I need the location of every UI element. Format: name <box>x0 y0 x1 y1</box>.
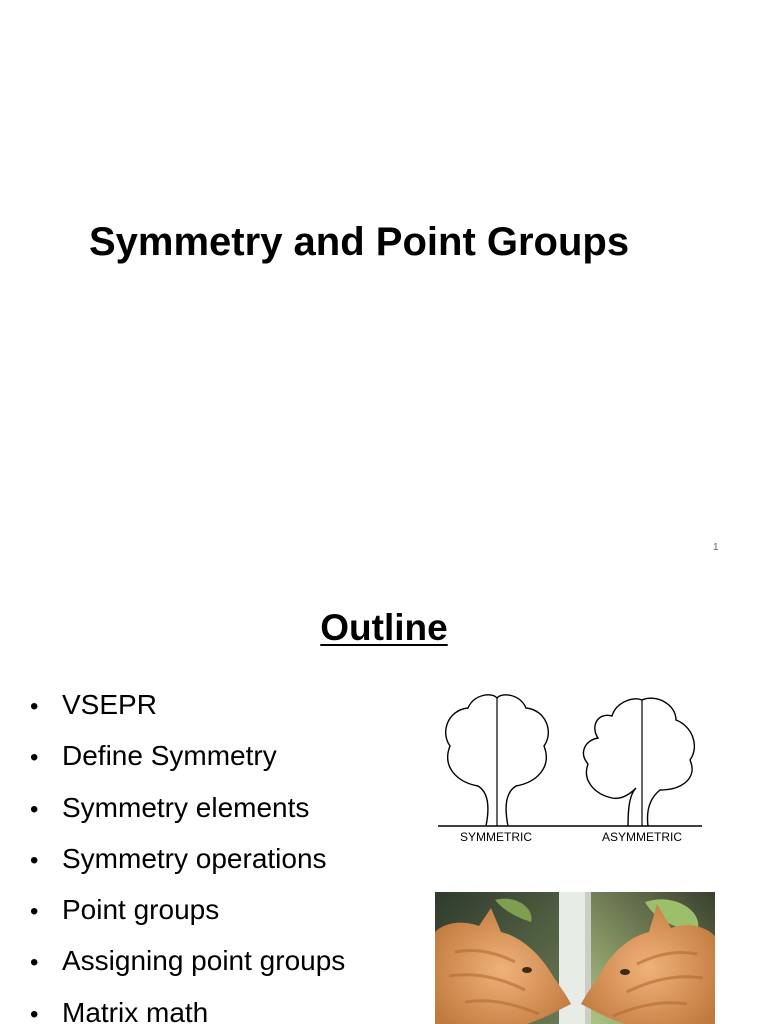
outline-bullet-list <box>30 680 345 1024</box>
right-cat-eye <box>620 969 630 975</box>
list-item-text: Define Symmetry <box>62 740 277 772</box>
asymmetric-label: ASYMMETRIC <box>601 830 683 844</box>
list-item-text: Matrix math <box>62 996 209 1024</box>
cat-photo-svg <box>435 892 715 1024</box>
outline-title <box>0 606 768 650</box>
list-item <box>30 936 345 987</box>
bullet-dot-icon: • <box>30 693 39 720</box>
outline-slide <box>0 576 768 1024</box>
list-item <box>30 834 345 885</box>
list-item <box>30 783 345 834</box>
list-item <box>30 988 345 1024</box>
asymmetric-tree-outline <box>583 698 694 826</box>
cat-mirror-reflection-photo <box>435 892 715 1024</box>
tree-figure-svg <box>436 690 708 850</box>
bullet-dot-icon: • <box>30 898 39 926</box>
bullet-dot-icon: • <box>30 949 39 977</box>
symmetric-label: SYMMETRIC <box>460 830 532 844</box>
slide-title: Symmetry and Point Groups <box>89 220 630 264</box>
list-item <box>30 731 345 782</box>
list-item-text: VSEPR <box>62 689 157 720</box>
list-item <box>30 680 345 731</box>
list-item <box>30 885 345 936</box>
symmetric-asymmetric-tree-illustration <box>436 690 708 850</box>
list-item-text: Assigning point groups <box>62 945 346 977</box>
outline-title-text: Outline <box>320 607 448 648</box>
list-item-text: Point groups <box>62 894 220 926</box>
bullet-dot-icon: • <box>30 846 39 874</box>
bullet-dot-icon: • <box>30 744 39 772</box>
bullet-dot-icon: • <box>30 1000 39 1024</box>
left-cat-eye <box>522 967 532 973</box>
page-number: 1 <box>713 542 719 553</box>
bullet-dot-icon: • <box>30 795 39 823</box>
list-item-text: Symmetry operations <box>62 842 327 874</box>
list-item-text: Symmetry elements <box>62 791 310 823</box>
